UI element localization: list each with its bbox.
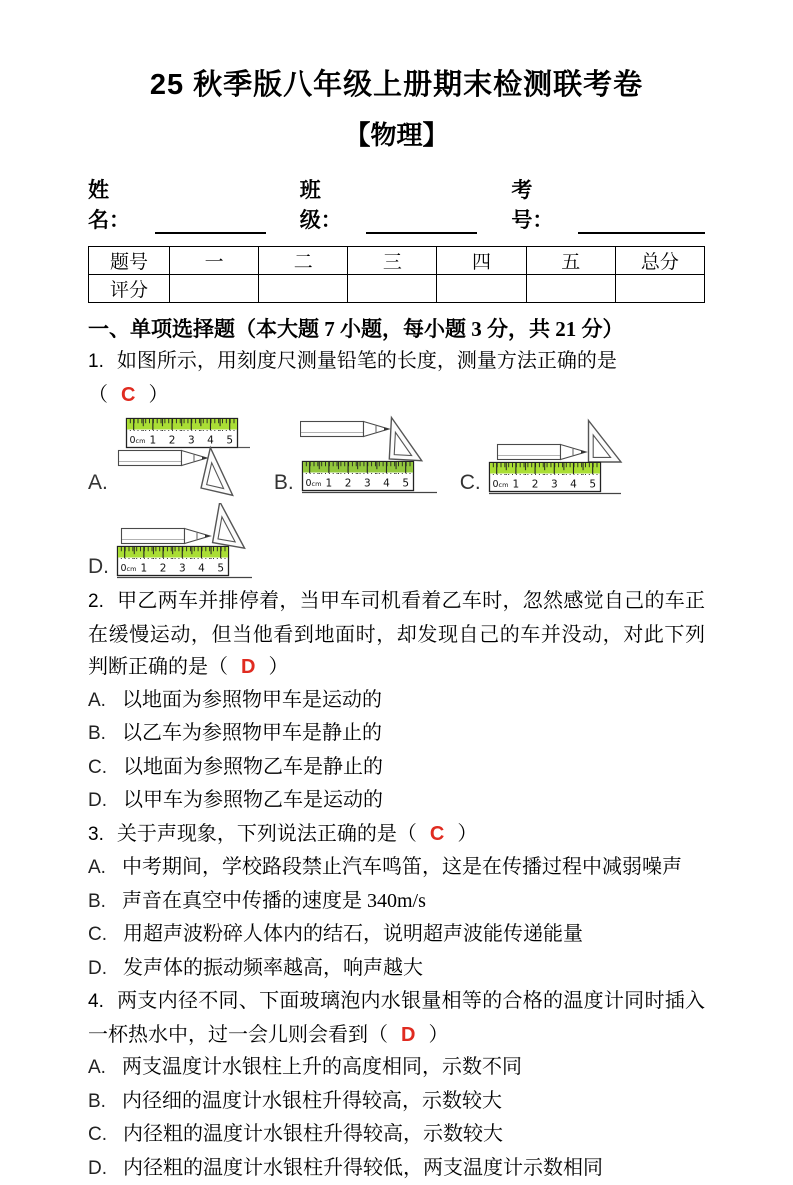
figure-option-d: [115, 503, 253, 583]
option-label: B.: [88, 891, 106, 912]
ruler-unit: cm: [311, 480, 321, 488]
option-text: 以地面为参照物甲车是运动的: [122, 689, 382, 711]
ruler-num: 3: [551, 479, 558, 491]
ruler-num: 5: [402, 478, 409, 490]
option-row: [88, 784, 705, 818]
ruler: [302, 462, 413, 491]
set-square: [389, 418, 424, 461]
subject-title: 【物理】: [88, 115, 705, 152]
option-label: D.: [88, 1158, 107, 1179]
option-row: [88, 918, 705, 952]
score-table-grade-row: [89, 275, 705, 303]
question-1-stem: [88, 345, 705, 379]
option-text: 以甲车为参照物乙车是运动的: [123, 789, 383, 811]
question-number: 2.: [88, 591, 104, 612]
ruler-unit: cm: [135, 437, 145, 445]
figure-option-label-a: A.: [88, 471, 108, 495]
set-square: [588, 421, 621, 463]
option-text: 发声体的振动频率越高，响声越大: [123, 957, 423, 979]
option-text: 内径粗的温度计水银柱升得较高，示数较大: [123, 1123, 503, 1145]
option-row: [88, 1051, 705, 1085]
option-text: 用超声波粉碎人体内的结石，说明超声波能传递能量: [123, 923, 583, 945]
figure-option-label-c: C.: [460, 471, 481, 495]
score-cell: [615, 275, 704, 303]
option-label: B.: [88, 1091, 106, 1112]
class-label: 班级：: [300, 174, 363, 234]
figure-option-a: [114, 417, 252, 499]
ruler-num: 2: [344, 478, 351, 490]
ruler-num: 4: [198, 563, 205, 575]
class-field: [300, 174, 478, 234]
ruler: [489, 463, 600, 492]
figure-option-label-d: D.: [88, 555, 109, 579]
answer-letter: D: [228, 656, 268, 678]
question-1-figures-row-1: [88, 415, 705, 499]
ruler-num: 1: [141, 563, 148, 575]
question-3: [88, 818, 705, 986]
option-row: [88, 952, 705, 986]
question-2: [88, 585, 705, 818]
option-row: [88, 1152, 705, 1185]
option-label: B.: [88, 723, 106, 744]
score-cell: [259, 275, 348, 303]
option-label: D.: [88, 790, 107, 811]
grade-row-label: 评分: [89, 275, 170, 303]
ruler-num: 1: [149, 435, 156, 447]
ruler-unit: cm: [127, 565, 137, 573]
option-text: 两支温度计水银柱上升的高度相同，示数不同: [122, 1056, 522, 1078]
option-row: [88, 1118, 705, 1152]
figure-option-c: [487, 415, 625, 499]
ruler-zero: 0: [121, 563, 127, 574]
ruler: [126, 419, 237, 448]
question-number: 1.: [88, 351, 104, 372]
option-text: 内径粗的温度计水银柱升得较低，两支温度计示数相同: [123, 1157, 603, 1179]
exam-id-label: 考号：: [511, 174, 574, 234]
option-label: C.: [88, 757, 107, 778]
question-number: 4.: [88, 991, 104, 1012]
paren-open: （: [397, 823, 417, 845]
answer-letter: C: [417, 823, 457, 845]
figure-option-label-b: B.: [274, 471, 294, 495]
page-title: 25 秋季版八年级上册期末检测联考卷: [88, 62, 705, 103]
paren-open: （: [368, 1024, 388, 1046]
ruler-num: 4: [383, 478, 390, 490]
option-row: [88, 1085, 705, 1119]
score-cell: [348, 275, 437, 303]
ruler-num: 1: [325, 478, 332, 490]
question-3-stem: [88, 818, 705, 852]
paren-close: ）: [457, 823, 477, 845]
exam-id-blank: [578, 210, 705, 234]
answer-letter: D: [388, 1024, 428, 1046]
ruler-zero: 0: [305, 478, 311, 489]
pencil: [300, 422, 389, 437]
score-cell: [437, 275, 526, 303]
option-label: D.: [88, 958, 107, 979]
question-1-figures-row-2: [88, 503, 705, 583]
score-header-cell: 四: [437, 247, 526, 275]
ruler-num: 4: [570, 479, 577, 491]
option-text: 中考期间，学校路段禁止汽车鸣笛，这是在传播过程中减弱噪声: [122, 856, 682, 878]
score-header-cell: 题号: [89, 247, 170, 275]
score-header-cell: 二: [259, 247, 348, 275]
paren-open: （: [208, 656, 228, 678]
exam-id-field: [511, 174, 705, 234]
score-cell: [526, 275, 615, 303]
question-stem-text: 关于声现象，下列说法正确的是: [117, 823, 397, 845]
paren-close: ）: [268, 656, 288, 678]
name-field: [88, 174, 266, 234]
ruler-num: 2: [169, 435, 176, 447]
option-label: C.: [88, 1124, 107, 1145]
question-number: 3.: [88, 824, 104, 845]
option-text: 以乙车为参照物甲车是静止的: [122, 722, 382, 744]
score-table-header-row: [89, 247, 705, 275]
name-label: 姓名：: [88, 174, 151, 234]
figure-option-b: [300, 415, 438, 499]
name-blank: [155, 210, 266, 234]
ruler-num: 5: [589, 479, 596, 491]
option-row: [88, 717, 705, 751]
option-label: A.: [88, 690, 106, 711]
ruler-num: 3: [364, 478, 371, 490]
pencil: [118, 451, 207, 466]
question-1-answer-line: [88, 379, 705, 412]
option-row: [88, 885, 705, 919]
option-label: C.: [88, 924, 107, 945]
class-blank: [366, 210, 477, 234]
student-info-row: [88, 174, 705, 234]
ruler-num: 5: [226, 435, 233, 447]
option-row: [88, 751, 705, 785]
score-table: [88, 246, 705, 303]
score-header-cell: 三: [348, 247, 437, 275]
option-text: 声音在真空中传播的速度是 340m/s: [122, 890, 426, 912]
ruler-zero: 0: [492, 479, 498, 490]
paren-close: ）: [428, 1024, 448, 1046]
ruler-num: 4: [207, 435, 214, 447]
set-square: [201, 448, 242, 496]
ruler-num: 5: [217, 563, 224, 575]
set-square: [213, 503, 252, 548]
score-cell: [170, 275, 259, 303]
question-stem-text: 如图所示，用刻度尺测量铅笔的长度，测量方法正确的是: [117, 350, 617, 372]
ruler-num: 1: [512, 479, 519, 491]
score-header-cell: 五: [526, 247, 615, 275]
ruler-num: 2: [531, 479, 538, 491]
question-4: [88, 985, 705, 1185]
question-1: [88, 345, 705, 583]
paren-close: ）: [148, 384, 168, 406]
option-row: [88, 851, 705, 885]
paren-open: （: [88, 384, 108, 406]
question-stem-text: 两支内径不同、下面玻璃泡内水银量相等的合格的温度计同时插入一杯热水中，过一会儿则会看到: [88, 990, 705, 1046]
question-4-stem: [88, 985, 705, 1051]
option-label: A.: [88, 857, 106, 878]
answer-letter: C: [108, 384, 148, 406]
ruler-num: 2: [160, 563, 167, 575]
score-header-cell: 一: [170, 247, 259, 275]
ruler: [118, 547, 229, 576]
question-stem-text: 甲乙两车并排停着，当甲车司机看着乙车时，忽然感觉自己的车正在缓慢运动，但当他看到地面时，却发现自己的车并没动，对此下列判断正确的是: [88, 590, 705, 678]
pencil: [122, 529, 211, 544]
ruler-zero: 0: [129, 435, 135, 446]
ruler-num: 3: [179, 563, 186, 575]
question-2-stem: [88, 585, 705, 684]
option-row: [88, 684, 705, 718]
section-heading: 一、单项选择题（本大题 7 小题，每小题 3 分，共 21 分）: [88, 313, 705, 343]
pencil: [497, 445, 586, 460]
ruler-unit: cm: [498, 481, 508, 489]
option-label: A.: [88, 1057, 106, 1078]
option-text: 内径细的温度计水银柱升得较高，示数较大: [122, 1090, 502, 1112]
ruler-num: 3: [188, 435, 195, 447]
score-header-cell: 总分: [615, 247, 704, 275]
option-text: 以地面为参照物乙车是静止的: [123, 756, 383, 778]
